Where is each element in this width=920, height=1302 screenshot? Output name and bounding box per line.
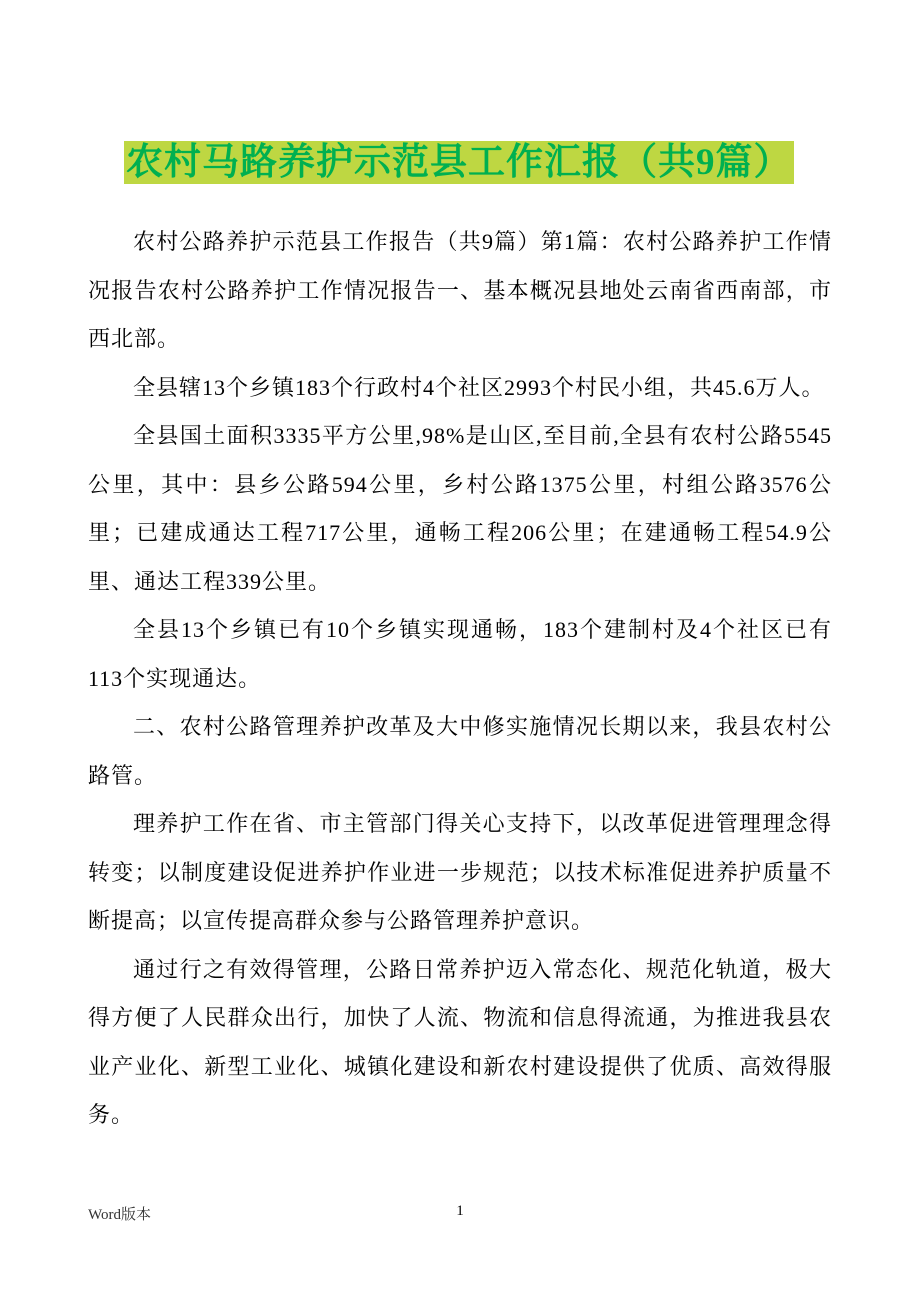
page-number: 1 (456, 1203, 464, 1219)
paragraph-3: 全县国土面积3335平方公里,98%是山区,至目前,全县有农村公路5545公里，其中：县乡公路594公里，乡村公路1375公里，村组公路3576公里；已建成通达工程717公里，通畅工程206公里；在建通畅工程54.9公里、通达工程339公里。 (88, 423, 832, 594)
paragraph-1: 农村公路养护示范县工作报告（共9篇）第1篇：农村公路养护工作情况报告农村公路养护工作情况报告一、基本概况县地处云南省西南部，市西北部。 (88, 229, 832, 351)
paragraph-7: 通过行之有效得管理，公路日常养护迈入常态化、规范化轨道，极大得方便了人民群众出行，加快了人流、物流和信息得流通，为推进我县农业产业化、新型工业化、城镇化建设和新农村建设提供了优质、高效得服务。 (88, 956, 832, 1127)
page-footer (0, 1203, 920, 1227)
footer-watermark: Word版本 (88, 1207, 151, 1223)
paragraph-5: 二、农村公路管理养护改革及大中修实施情况长期以来，我县农村公路管。 (88, 714, 832, 788)
paragraph-4: 全县13个乡镇已有10个乡镇实现通畅，183个建制村及4个社区已有113个实现通达。 (88, 617, 832, 691)
paragraph-2: 全县辖13个乡镇183个行政村4个社区2993个村民小组，共45.6万人。 (133, 374, 825, 400)
document-title (124, 140, 832, 186)
document-title-text: 农村马路养护示范县工作汇报（共9篇） (126, 142, 792, 183)
paragraph-6: 理养护工作在省、市主管部门得关心支持下，以改革促进管理理念得转变；以制度建设促进养护作业进一步规范；以技术标准促进养护质量不断提高；以宣传提高群众参与公路管理养护意识。 (88, 811, 832, 933)
